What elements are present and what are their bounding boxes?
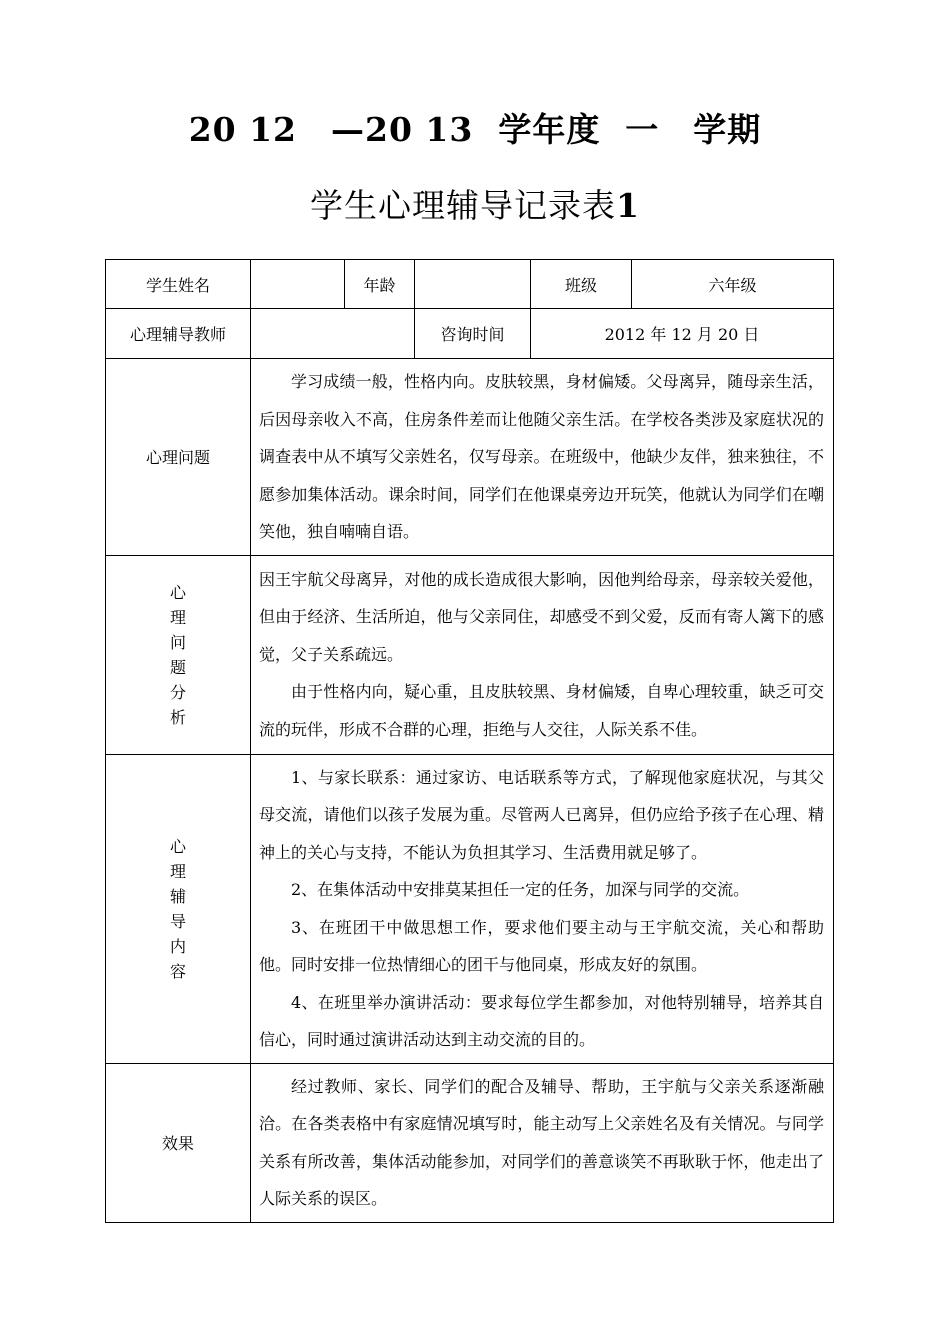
row-analysis xyxy=(106,555,834,754)
analysis-paragraph: 因王宇航父母离异，对他的成长造成很大影响，因他判给母亲，母亲较关爱他，但由于经济、生活所迫，他与父亲同住，却感受不到父爱，反而有寄人篱下的感觉，父子关系疏远。 xyxy=(259,569,824,664)
guidance-paragraph: 3、在班团干中做思想工作，要求他们要主动与王宇航交流，关心和帮助他。同时安排一位热情细心的团干与他同桌，形成友好的氛围。 xyxy=(259,917,824,974)
analysis-paragraph: 由于性格内向，疑心重，且皮肤较黑、身材偏矮，自卑心理较重，缺乏可交流的玩伴，形成不合群的心理，拒绝与人交往，人际关系不佳。 xyxy=(259,682,824,739)
record-table xyxy=(105,259,834,1223)
problem-text[interactable] xyxy=(251,359,834,556)
consult-time-field[interactable]: 2012 年 12 月 20 日 xyxy=(531,309,834,359)
consult-time-label: 咨询时间 xyxy=(415,309,531,359)
analysis-text[interactable] xyxy=(251,555,834,754)
analysis-label-char: 理 xyxy=(169,607,186,627)
guidance-paragraph: 2、在集体活动中安排莫某担任一定的任务，加深与同学的交流。 xyxy=(291,880,750,899)
guidance-paragraph: 1、与家长联系：通过家访、电话联系等方式，了解现他家庭状况，与其父母交流，请他们以孩子发展为重。尽管两人已离异，但仍应给予孩子在心理、精神上的关心与支持，不能认为负担其学习、生活费用就足够了。 xyxy=(259,767,824,862)
problem-paragraph: 学习成绩一般，性格内向。皮肤较黑，身材偏矮。父母离异，随母亲生活，后因母亲收入不高，住房条件差而让他随父亲生活。在学校各类涉及家庭状况的调查表中从不填写父亲姓名，仅写母亲。在班级中，他缺少友伴，独来独往，不愿参加集体活动。课余时间，同学们在他课桌旁边开玩笑，他就认为同学们在嘲笑他，独自喃喃自语。 xyxy=(259,372,824,541)
analysis-label-char: 心 xyxy=(169,582,186,602)
age-field[interactable] xyxy=(415,260,531,309)
title-form-text: 学生心理辅导记录表 xyxy=(310,186,617,225)
title-form-number: 1 xyxy=(616,186,640,225)
problem-label: 心理问题 xyxy=(106,359,251,556)
effect-label: 效果 xyxy=(106,1063,251,1222)
row-problem xyxy=(106,359,834,556)
guidance-label xyxy=(106,754,251,1063)
student-name-field[interactable] xyxy=(251,260,345,309)
class-field[interactable]: 六年级 xyxy=(632,260,834,309)
guidance-label-char: 内 xyxy=(169,936,186,956)
guidance-label-char: 辅 xyxy=(169,886,186,906)
guidance-label-char: 理 xyxy=(169,861,186,881)
guidance-paragraph: 4、在班里举办演讲活动：要求每位学生都参加，对他特别辅导，培养其自信心，同时通过演讲活动达到主动交流的目的。 xyxy=(259,992,824,1049)
title-semester: 20 12 —20 13 学年度 一 学期 xyxy=(188,110,762,149)
age-label: 年龄 xyxy=(345,260,415,309)
row-guidance xyxy=(106,754,834,1063)
guidance-label-char: 导 xyxy=(169,911,186,931)
effect-text[interactable] xyxy=(251,1063,834,1222)
guidance-label-char: 心 xyxy=(169,836,186,856)
analysis-label-char: 问 xyxy=(169,632,186,652)
effect-paragraph: 经过教师、家长、同学们的配合及辅导、帮助，王宇航与父亲关系逐渐融洽。在各类表格中有家庭情况填写时，能主动写上父亲姓名及有关情况。与同学关系有所改善，集体活动能参加，对同学们的善意谈笑不再耿耿于怀，他走出了人际关系的误区。 xyxy=(259,1076,824,1208)
row-effect xyxy=(106,1063,834,1222)
teacher-label: 心理辅导教师 xyxy=(106,309,251,359)
student-name-label: 学生姓名 xyxy=(106,260,251,309)
row-teacher-info xyxy=(106,309,834,359)
analysis-label-char: 析 xyxy=(169,707,186,727)
analysis-label-char: 题 xyxy=(169,657,186,677)
analysis-label xyxy=(106,555,251,754)
guidance-label-char: 容 xyxy=(169,961,186,981)
teacher-field[interactable] xyxy=(251,309,415,359)
title-form-name xyxy=(0,180,950,227)
class-label: 班级 xyxy=(531,260,632,309)
analysis-label-char: 分 xyxy=(169,682,186,702)
guidance-text[interactable] xyxy=(251,754,834,1063)
row-student-info xyxy=(106,260,834,309)
